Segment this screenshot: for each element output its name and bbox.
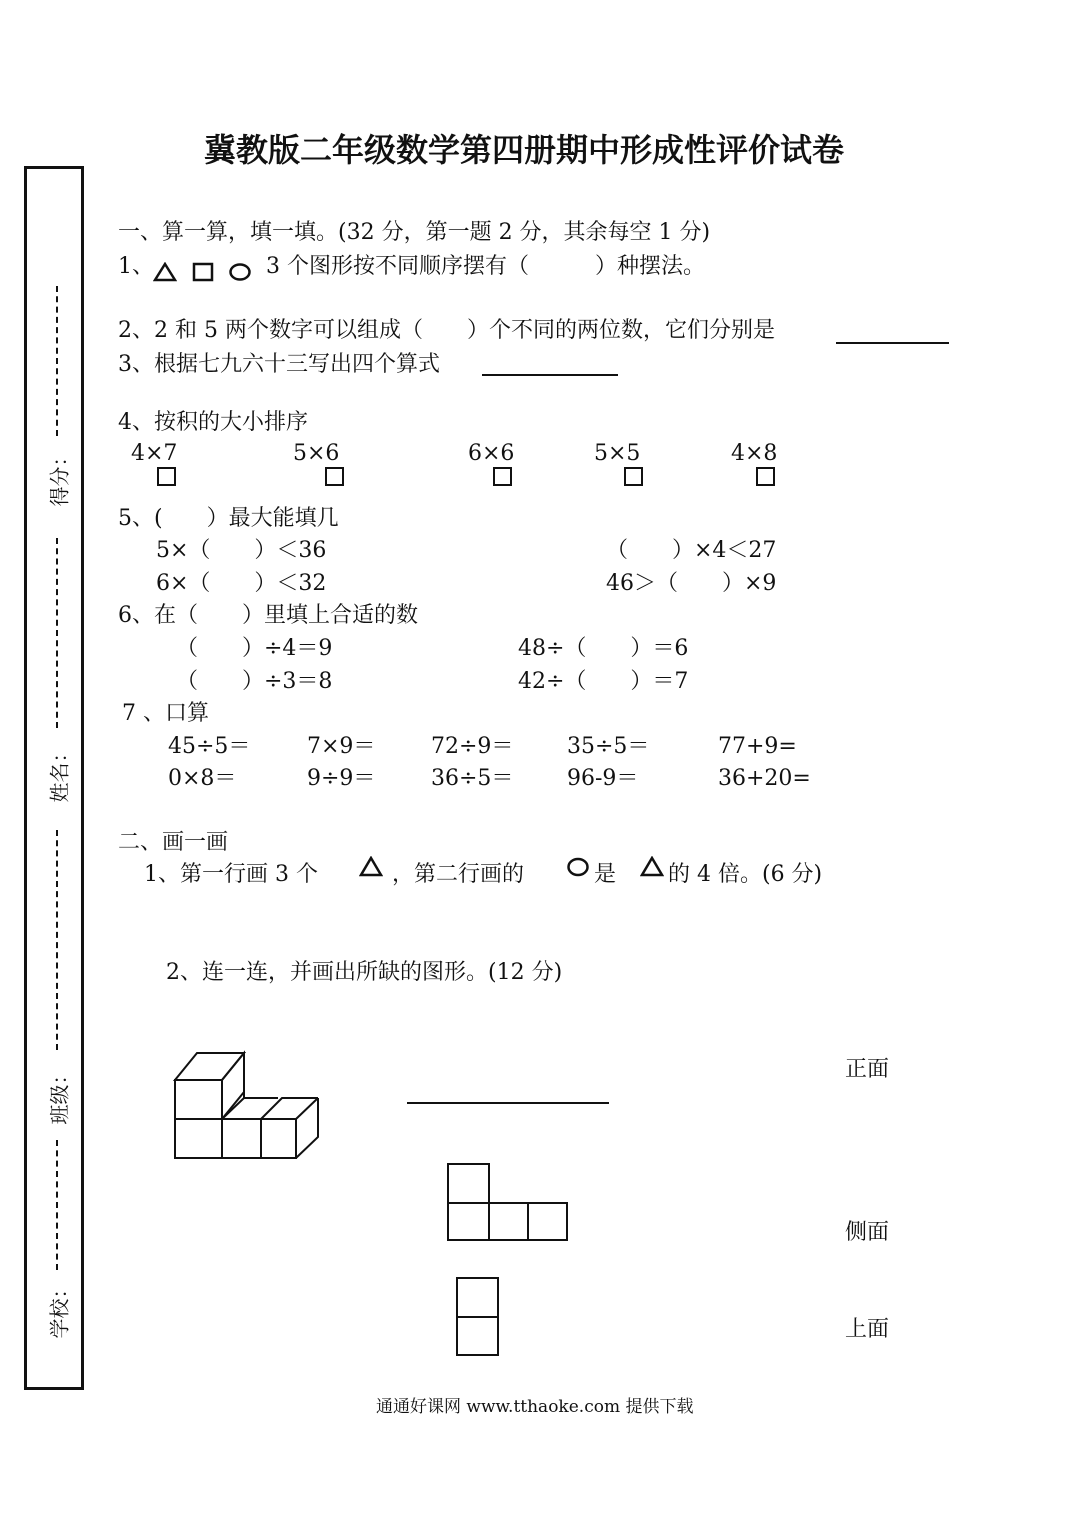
s2-q1-part-d: 的 4 倍。(6 分)	[668, 862, 823, 887]
q4-item-5: 4×8	[731, 441, 778, 466]
q4-item-4: 5×5	[594, 441, 641, 466]
circle-icon	[228, 262, 252, 282]
q4-answer-box-3[interactable]	[493, 467, 512, 486]
q6-text: 6、在（ ）里填上合适的数	[118, 603, 418, 628]
square-icon	[192, 262, 214, 282]
section2-heading: 二、画一画	[118, 830, 229, 855]
q6-item-1: （ ）÷4＝9	[176, 636, 333, 661]
q5-item-4: 46＞（ ）×9	[606, 571, 777, 596]
front-view-square	[527, 1202, 568, 1241]
binding-dash-3	[56, 830, 58, 1050]
q7-r2-c1: 0×8＝	[168, 766, 237, 791]
q7-text: 7 、口算	[122, 701, 209, 726]
drawing-answer-line[interactable]	[407, 1102, 609, 1104]
q7-r1-c3: 72÷9＝	[431, 734, 514, 759]
view-label-side: 侧面	[845, 1220, 890, 1245]
q2-text: 2、2 和 5 两个数字可以组成（ ）个不同的两位数，它们分别是	[118, 318, 775, 343]
q7-r1-c5: 77+9=	[718, 734, 797, 759]
q4-text: 4、按积的大小排序	[118, 410, 308, 435]
q3-answer-line[interactable]	[482, 374, 618, 376]
q3-text: 3、根据七九六十三写出四个算式	[118, 352, 440, 377]
s2-q1-part-a: 1、第一行画 3 个	[144, 862, 318, 887]
front-view-square	[447, 1202, 490, 1241]
name-label: 姓名：	[47, 742, 72, 803]
front-view-square	[488, 1202, 529, 1241]
front-view-square	[447, 1163, 490, 1204]
q5-item-2: （ ）×4＜27	[606, 538, 777, 563]
q7-r2-c2: 9÷9＝	[307, 766, 376, 791]
section1-heading: 一、算一算，填一填。(32 分，第一题 2 分，其余每空 1 分)	[118, 220, 711, 245]
page-title: 冀教版二年级数学第四册期中形成性评价试卷	[204, 131, 845, 169]
footer-text: 通通好课网 www.tthaoke.com 提供下载	[376, 1397, 694, 1417]
score-label: 得分：	[47, 446, 72, 507]
triangle-icon	[640, 856, 664, 878]
q5-item-3: 6×（ ）＜32	[156, 571, 327, 596]
q7-r1-c4: 35÷5＝	[567, 734, 650, 759]
q1-prefix: 1、	[118, 254, 154, 279]
binding-dash-1	[56, 286, 58, 436]
q5-text: 5、( ）最大能填几	[118, 506, 339, 531]
cube-figure	[170, 1048, 322, 1163]
q4-answer-box-4[interactable]	[624, 467, 643, 486]
s2-q1-part-b: ，第二行画的	[392, 862, 525, 887]
view-label-front: 正面	[845, 1057, 890, 1082]
side-view-square	[456, 1316, 499, 1356]
q7-r2-c5: 36+20=	[718, 766, 811, 791]
q5-item-1: 5×（ ）＜36	[156, 538, 327, 563]
q4-answer-box-1[interactable]	[157, 467, 176, 486]
q4-item-1: 4×7	[131, 441, 178, 466]
q6-item-3: （ ）÷3＝8	[176, 669, 333, 694]
triangle-icon	[359, 856, 383, 878]
class-label: 班级：	[47, 1064, 72, 1125]
q1-text: 3 个图形按不同顺序摆有（ ）种摆法。	[266, 254, 705, 279]
q7-r2-c4: 96-9＝	[567, 766, 639, 791]
q4-item-3: 6×6	[468, 441, 515, 466]
s2-q2-text: 2、连一连，并画出所缺的图形。(12 分)	[166, 960, 563, 985]
school-label: 学校：	[47, 1278, 72, 1339]
q4-answer-box-5[interactable]	[756, 467, 775, 486]
q7-r2-c3: 36÷5＝	[431, 766, 514, 791]
side-view-square	[456, 1277, 499, 1318]
view-label-top: 上面	[845, 1317, 890, 1342]
q7-r1-c1: 45÷5＝	[168, 734, 251, 759]
q4-answer-box-2[interactable]	[325, 467, 344, 486]
q6-item-4: 42÷（ ）＝7	[518, 669, 689, 694]
s2-q1-part-c: 是	[594, 862, 617, 887]
q7-r1-c2: 7×9＝	[307, 734, 376, 759]
q6-item-2: 48÷（ ）＝6	[518, 636, 689, 661]
binding-dash-4	[56, 1140, 58, 1270]
q2-answer-line[interactable]	[836, 342, 949, 344]
circle-icon	[566, 856, 590, 878]
q4-item-2: 5×6	[293, 441, 340, 466]
triangle-icon	[153, 262, 177, 282]
binding-dash-2	[56, 538, 58, 728]
